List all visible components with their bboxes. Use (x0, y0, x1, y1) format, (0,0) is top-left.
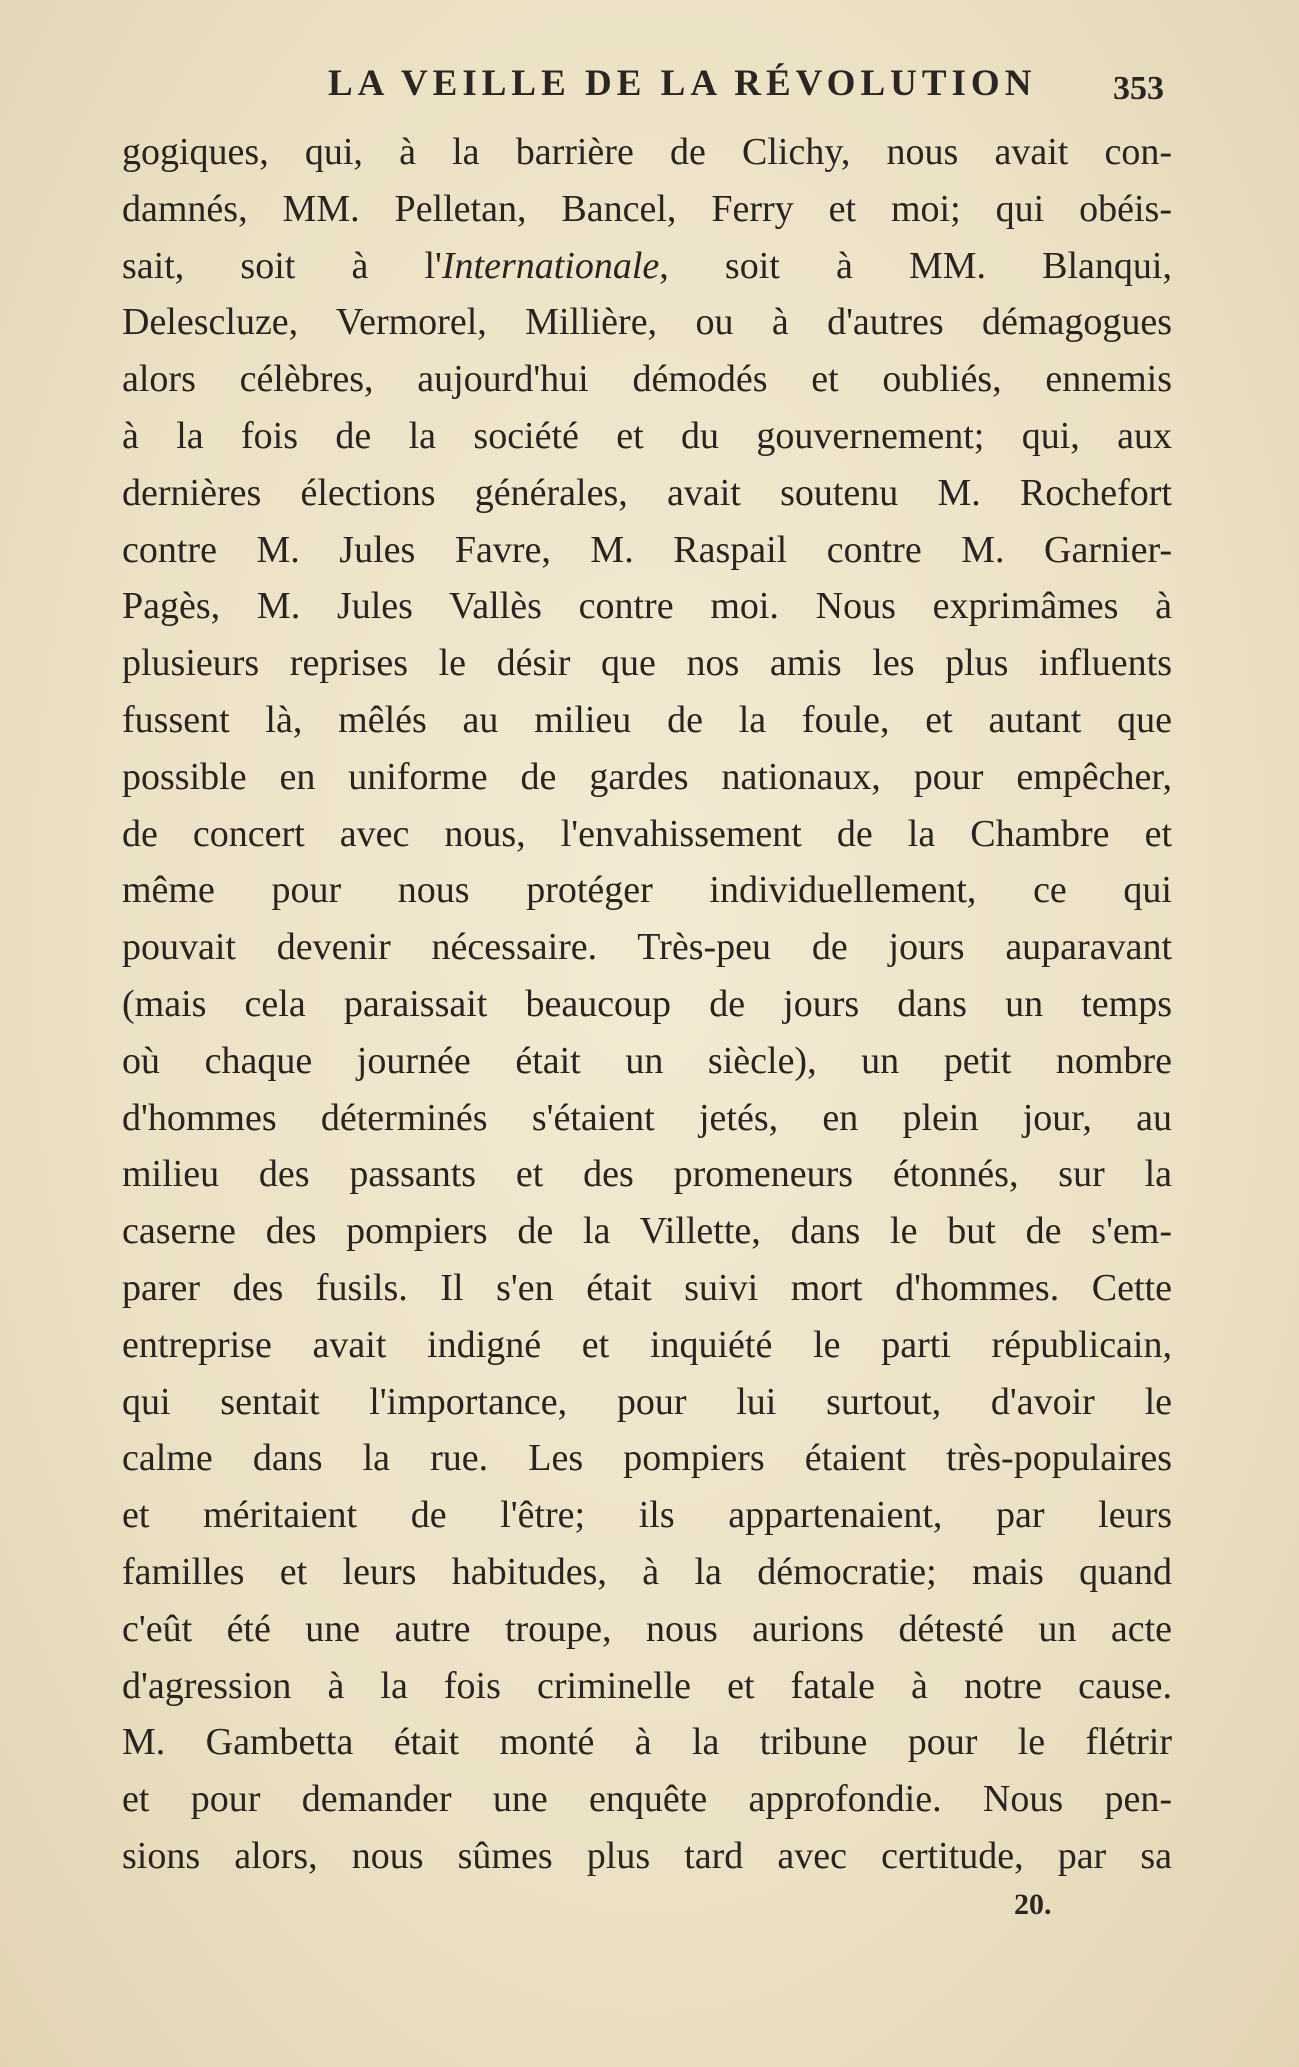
text-line: alors célèbres, aujourd'hui démodés et oubliés, ennemis (122, 358, 1172, 401)
text-line: caserne des pompiers de la Villette, dans le but de s'em- (122, 1210, 1172, 1253)
signature-mark: 20. (1014, 1888, 1052, 1921)
text-line: de concert avec nous, l'envahissement de la Chambre et (122, 812, 1172, 855)
text-line: M. Gambetta était monté à la tribune pour le flétrir (122, 1721, 1172, 1764)
text-line: milieu des passants et des promeneurs étonnés, sur la (122, 1153, 1172, 1196)
text-line: à la fois de la société et du gouvernement; qui, aux (122, 414, 1172, 457)
italic-word: Internationale (441, 244, 660, 287)
running-title: LA VEILLE DE LA RÉVOLUTION (328, 63, 1037, 104)
text-line: et pour demander une enquête approfondie. Nous pen- (122, 1778, 1172, 1821)
text-line: fussent là, mêlés au milieu de la foule, et autant que (122, 698, 1172, 741)
text-line: qui sentait l'importance, pour lui surtout, d'avoir le (122, 1380, 1172, 1423)
text-line: d'agression à la fois criminelle et fatale à notre cause. (122, 1664, 1172, 1707)
text-line: damnés, MM. Pelletan, Bancel, Ferry et moi; qui obéis- (122, 187, 1172, 230)
text-line: sions alors, nous sûmes plus tard avec certitude, par sa (122, 1834, 1172, 1877)
text-line: familles et leurs habitudes, à la démocratie; mais quand (122, 1550, 1172, 1593)
text-line: (mais cela paraissait beaucoup de jours dans un temps (122, 982, 1172, 1025)
text-line: c'eût été une autre troupe, nous aurions détesté un acte (122, 1607, 1172, 1650)
text-line: où chaque journée était un siècle), un petit nombre (122, 1039, 1172, 1082)
text-line: d'hommes déterminés s'étaient jetés, en plein jour, au (122, 1096, 1172, 1139)
text-line: plusieurs reprises le désir que nos amis les plus influents (122, 642, 1172, 685)
text-line: Delescluze, Vermorel, Millière, ou à d'autres démagogues (122, 301, 1172, 344)
text-line: pouvait devenir nécessaire. Très-peu de jours auparavant (122, 926, 1172, 969)
text-line: sait, soit à l'Internationale, soit à MM. Blanqui, (122, 244, 1172, 287)
text-line: parer des fusils. Il s'en était suivi mort d'hommes. Cette (122, 1266, 1172, 1309)
body-text (122, 124, 1172, 1885)
running-head (122, 58, 1184, 118)
text-line: entreprise avait indigné et inquiété le parti républicain, (122, 1323, 1172, 1366)
text-line: et méritaient de l'être; ils appartenaient, par leurs (122, 1494, 1172, 1537)
text-line: gogiques, qui, à la barrière de Clichy, nous avait con- (122, 131, 1172, 173)
page-number: 353 (1113, 70, 1164, 107)
text-line: calme dans la rue. Les pompiers étaient très-populaires (122, 1437, 1172, 1480)
text-line: possible en uniforme de gardes nationaux, pour empêcher, (122, 755, 1172, 798)
text-line: contre M. Jules Favre, M. Raspail contre M. Garnier- (122, 528, 1172, 571)
text-line: Pagès, M. Jules Vallès contre moi. Nous exprimâmes à (122, 585, 1172, 628)
text-line: dernières élections générales, avait soutenu M. Rochefort (122, 471, 1172, 514)
text-line: même pour nous protéger individuellement, ce qui (122, 869, 1172, 912)
